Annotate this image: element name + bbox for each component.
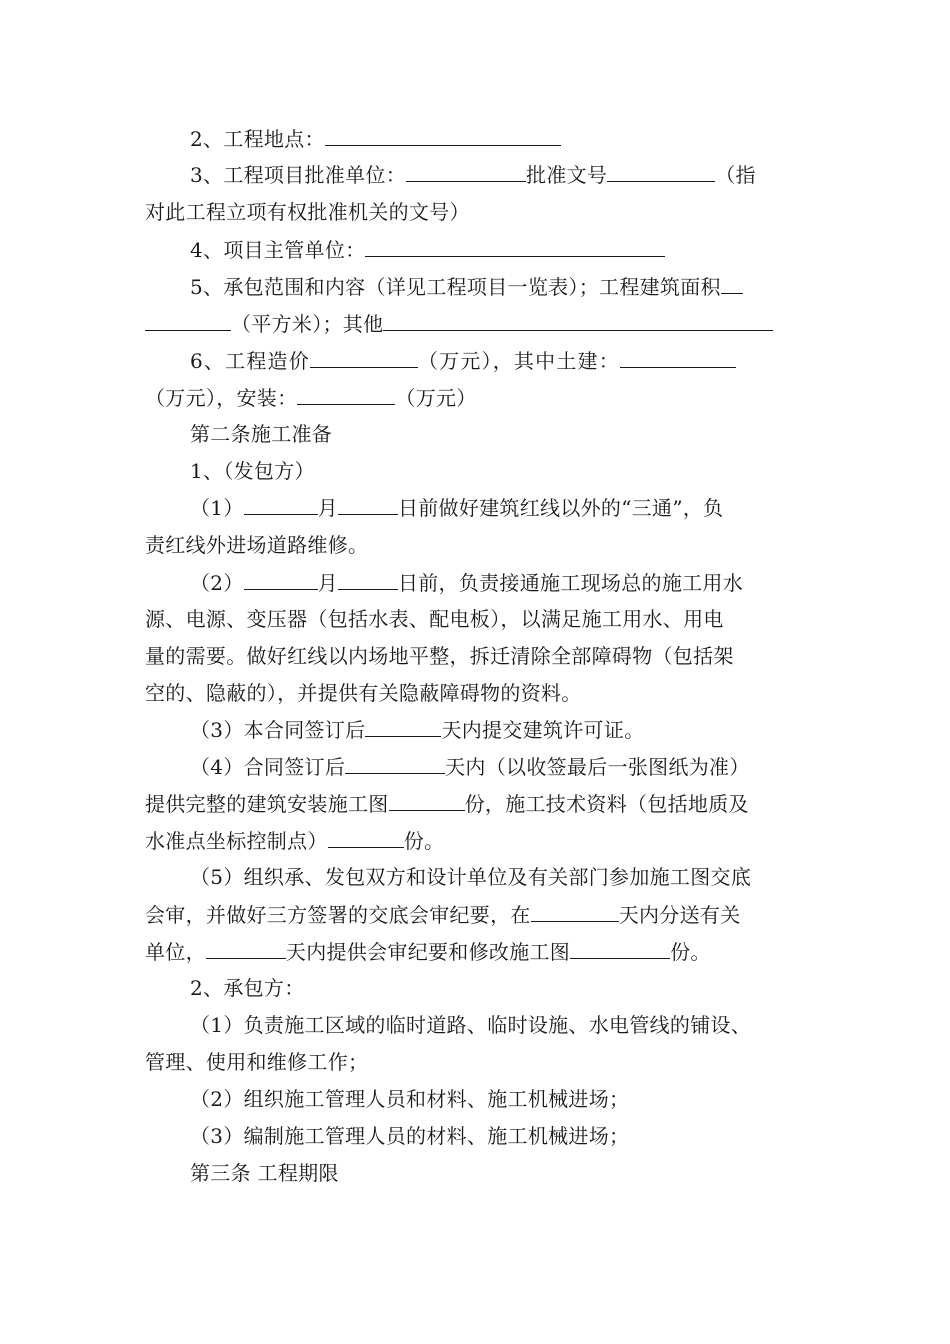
text: 天内提交建筑许可证。 — [441, 718, 645, 742]
paragraph-line — [145, 199, 470, 225]
text: （1） — [190, 496, 244, 520]
fill-blank — [365, 236, 665, 257]
fill-blank — [244, 494, 318, 515]
text: （万元），安装： — [145, 386, 298, 410]
fill-blank — [620, 347, 736, 368]
fill-blank — [721, 273, 743, 294]
contractor-clause-3 — [190, 1123, 629, 1149]
text: （2） — [190, 571, 244, 595]
text: 5、承包范围和内容（详见工程项目一览表）；工程建筑面积 — [190, 275, 721, 299]
text: 日前，负责接通施工现场总的施工用水 — [397, 571, 744, 595]
text: 天内提供会审纪要和修改施工图 — [285, 940, 571, 964]
text: 天内（以收签最后一张图纸为准） — [445, 755, 750, 779]
text: 4、项目主管单位： — [190, 238, 366, 262]
paragraph-line — [145, 606, 724, 632]
paragraph-line — [145, 827, 444, 854]
text: 批准文号 — [526, 163, 608, 187]
fill-blank — [338, 494, 398, 515]
paragraph-line — [145, 1049, 368, 1075]
contractor-clause-1 — [190, 1012, 751, 1038]
text: 份。 — [403, 829, 445, 853]
text: 量的需要。做好红线以内场地平整，拆迁清除全部障碍物（包括架 — [145, 644, 734, 668]
fill-blank — [338, 569, 398, 590]
fill-blank — [297, 384, 395, 405]
paragraph-line — [145, 532, 368, 558]
text: （万元），其中土建： — [417, 349, 620, 373]
text: 份。 — [670, 940, 711, 964]
clause-1 — [190, 494, 724, 521]
fill-blank — [345, 753, 445, 774]
item-contract-scope-cont — [145, 310, 773, 337]
text: 月 — [317, 571, 338, 595]
text: （3）本合同签订后 — [190, 718, 366, 742]
fill-blank — [365, 716, 441, 737]
text: 第二条施工准备 — [190, 422, 333, 446]
text: 份，施工技术资料（包括地质及 — [464, 792, 749, 816]
text: 对此工程立项有权批准机关的文号） — [145, 200, 470, 224]
clause-4 — [190, 753, 750, 780]
text: 提供完整的建筑安装施工图 — [145, 792, 389, 816]
clause-5 — [190, 864, 751, 890]
item-project-cost — [190, 347, 736, 374]
fill-blank — [389, 790, 465, 811]
fill-blank — [570, 938, 670, 959]
contractor-clause-2 — [190, 1086, 629, 1112]
text: 管理、使用和维修工作； — [145, 1050, 369, 1074]
fill-blank — [310, 347, 418, 368]
text: 水准点坐标控制点） — [145, 829, 328, 853]
text: （3）编制施工管理人员的材料、施工机械进场； — [190, 1124, 630, 1148]
item-contract-scope — [190, 273, 743, 300]
paragraph-line — [145, 790, 749, 817]
section-heading — [190, 1160, 339, 1186]
text: （5）组织承、发包双方和设计单位及有关部门参加施工图交底 — [190, 865, 752, 889]
text: （1）负责施工区域的临时道路、临时设施、水电管线的铺设、 — [190, 1013, 752, 1037]
text: 月 — [317, 496, 338, 520]
item-project-location — [190, 125, 561, 152]
clause-2 — [190, 569, 743, 596]
clause-3 — [190, 716, 644, 743]
fill-blank — [383, 310, 773, 331]
text: （万元） — [395, 386, 477, 410]
text: 单位， — [145, 940, 206, 964]
paragraph-line — [145, 643, 734, 669]
text: 3、工程项目批准单位： — [190, 163, 407, 187]
fill-blank — [607, 161, 715, 182]
fill-blank — [244, 569, 318, 590]
fill-blank — [145, 310, 231, 331]
text: （平方米）；其他 — [231, 312, 384, 336]
fill-blank — [325, 125, 561, 146]
text: 第三条 工程期限 — [190, 1161, 339, 1185]
text: 6、工程造价 — [190, 349, 310, 373]
text: 2、工程地点： — [190, 127, 325, 151]
subsection-heading — [190, 975, 305, 1001]
subsection-heading — [190, 458, 315, 484]
section-heading — [190, 421, 332, 447]
text: （4）合同签订后 — [190, 755, 346, 779]
paragraph-line — [145, 901, 741, 928]
paragraph-line — [145, 938, 711, 965]
text: 会审，并做好三方签署的交底会审纪要，在 — [145, 903, 531, 927]
text: 责红线外进场道路维修。 — [145, 533, 369, 557]
text: 1、（发包方） — [190, 459, 315, 483]
text: （指 — [715, 163, 756, 187]
paragraph-line — [145, 680, 582, 706]
item-supervising-unit — [190, 236, 665, 263]
text: 日前做好建筑红线以外的“三通”，负 — [397, 496, 724, 520]
fill-blank — [406, 161, 526, 182]
text: 2、承包方： — [190, 976, 305, 1000]
text: 空的、隐蔽的），并提供有关隐蔽障碍物的资料。 — [145, 681, 582, 705]
fill-blank — [206, 938, 286, 959]
text: 源、电源、变压器（包括水表、配电板），以满足施工用水、用电 — [145, 607, 724, 631]
item-approval-unit — [190, 161, 756, 188]
text: （2）组织施工管理人员和材料、施工机械进场； — [190, 1087, 630, 1111]
item-project-cost-cont — [145, 384, 477, 411]
fill-blank — [531, 901, 619, 922]
text: 天内分送有关 — [618, 903, 741, 927]
fill-blank — [328, 827, 404, 848]
